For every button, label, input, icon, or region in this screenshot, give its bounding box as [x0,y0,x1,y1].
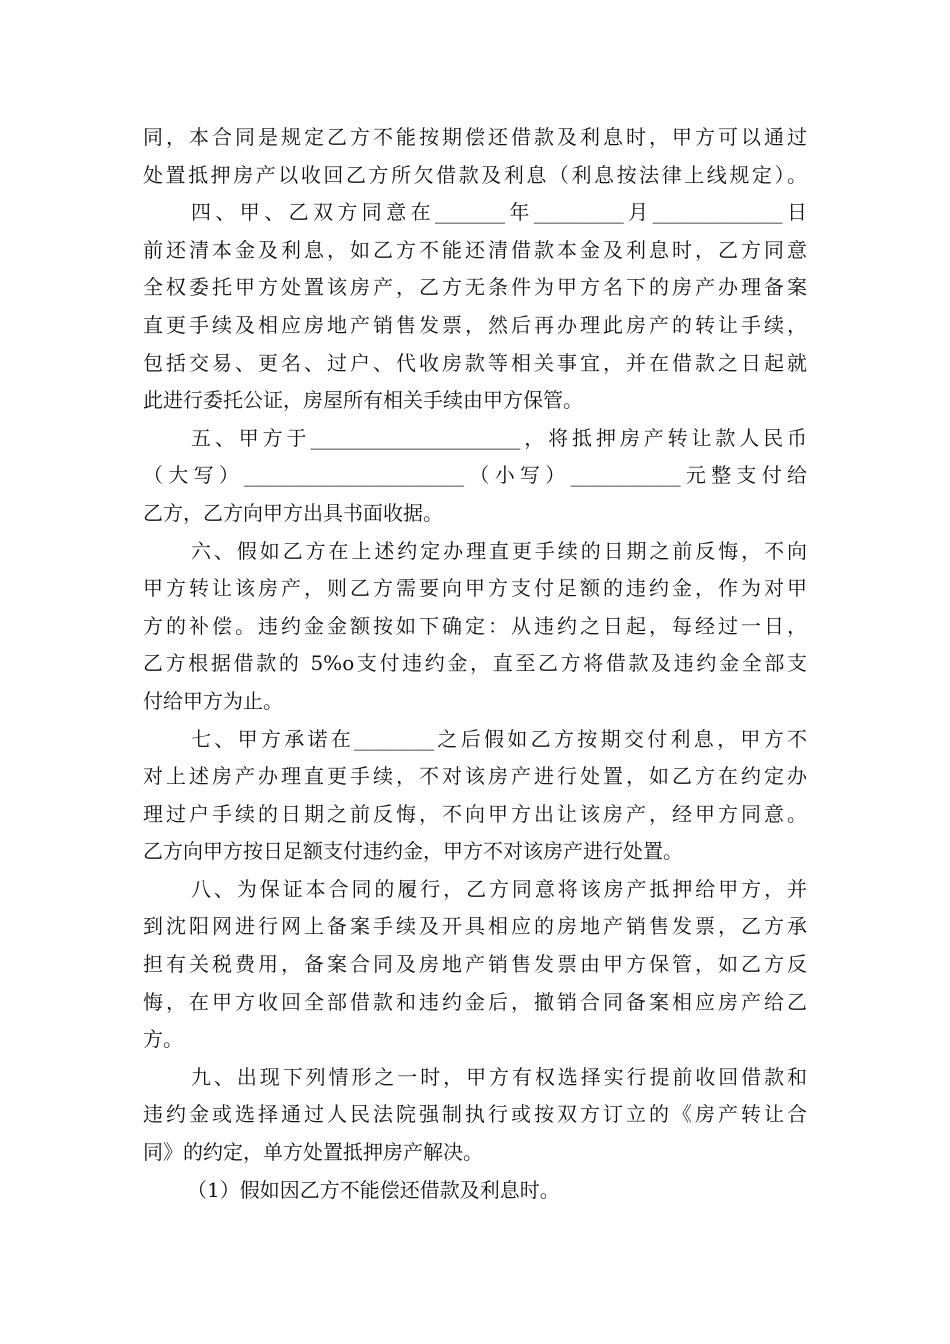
text-line: 同，本合同是规定乙方不能按期偿还借款及利息时，甲方可以通过 [143,125,807,149]
text-line: （大写）______________________（小写）___________元整支付给 [143,463,807,488]
text-line: 此进行委托公证，房屋所有相关手续由甲方保管。 [143,388,583,413]
text-line: 担有关税费用，备案合同及房地产销售发票由甲方保管，如乙方反 [143,952,807,977]
text-line: 方。 [143,1027,183,1052]
text-line: 全权委托甲方处置该房产，乙方无条件为甲方名下的房产办理备案 [143,275,807,300]
text-line: 乙方，乙方向甲方出具书面收据。 [143,500,443,525]
text-line: 违约金或选择通过人民法院强制执行或按双方订立的《房产转让合 [143,1102,807,1127]
text-line: 付给甲方为止。 [143,688,283,713]
clause-7-start: 七、甲方承诺在________之后假如乙方按期交付利息，甲方不 [191,726,807,751]
sub-item-1: （1）假如因乙方不能偿还借款及利息时。 [187,1177,560,1202]
text-line: 包括交易、更名、过户、代收房款等相关事宜，并在借款之日起就 [143,350,807,375]
text-line: 到沈阳网进行网上备案手续及开具相应的房地产销售发票，乙方承 [143,914,807,939]
text-line: 处置抵押房产以收回乙方所欠借款及利息（利息按法律上线规定）。 [143,162,807,187]
text-line: 乙方根据借款的 5%o支付违约金，直至乙方将借款及违约金全部支 [143,651,807,676]
text-line: 直更手续及相应房地产销售发票，然后再办理此房产的转让手续， [143,312,807,337]
clause-4-start: 四、甲、乙双方同意在_______年_________月_____________日 [191,200,807,225]
clause-5-start: 五、甲方于_____________________，将抵押房产转让款人民币 [191,425,807,450]
text-line: 悔，在甲方收回全部借款和违约金后，撤销合同备案相应房产给乙 [143,989,807,1014]
clause-6-start: 六、假如乙方在上述约定办理直更手续的日期之前反悔，不向 [191,538,807,563]
text-line: 乙方向甲方按日足额支付违约金，甲方不对该房产进行处置。 [143,839,683,864]
text-line: 方的补偿。违约金金额按如下确定：从违约之日起，每经过一日， [143,613,807,638]
text-line: 甲方转让该房产，则乙方需要向甲方支付足额的违约金，作为对甲 [143,576,807,601]
text-line: 前还清本金及利息，如乙方不能还清借款本金及利息时，乙方同意 [143,237,807,262]
text-line: 理过户手续的日期之前反悔，不向甲方出让该房产，经甲方同意。 [143,801,807,826]
contract-body [143,119,807,1209]
text-line: 同》的约定，单方处置抵押房产解决。 [143,1140,483,1165]
clause-8-start: 八、为保证本合同的履行，乙方同意将该房产抵押给甲方，并 [191,876,807,901]
text-line: 对上述房产办理直更手续，不对该房产进行处置，如乙方在约定办 [143,764,807,789]
clause-9-start: 九、出现下列情形之一时，甲方有权选择实行提前收回借款和 [191,1064,807,1089]
